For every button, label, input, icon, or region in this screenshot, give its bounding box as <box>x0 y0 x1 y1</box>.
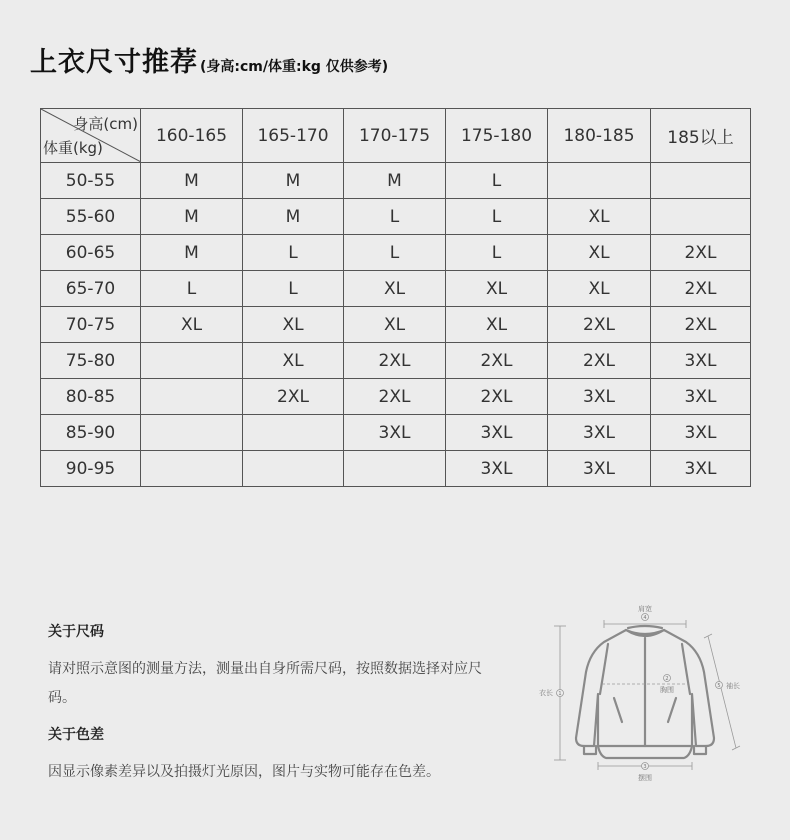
size-cell: XL <box>446 271 548 307</box>
height-header: 175-180 <box>446 109 548 163</box>
jacket-icon <box>576 626 714 758</box>
weight-range-cell: 55-60 <box>41 199 141 235</box>
size-cell: L <box>344 199 446 235</box>
shoulder-label: 肩宽 <box>638 605 652 613</box>
about-color-heading: 关于色差 <box>48 727 104 743</box>
size-cell <box>243 415 344 451</box>
size-cell: 2XL <box>446 343 548 379</box>
height-header: 165-170 <box>243 109 344 163</box>
size-cell: XL <box>548 199 651 235</box>
title-main: 上衣尺寸推荐 <box>30 47 198 78</box>
table-row <box>41 451 751 487</box>
size-cell: 3XL <box>344 415 446 451</box>
size-cell <box>651 199 751 235</box>
about-color-section <box>48 724 488 787</box>
size-cell: 3XL <box>548 451 651 487</box>
weight-range-cell: 90-95 <box>41 451 141 487</box>
corner-weight-label: 体重(kg) <box>43 139 103 157</box>
weight-range-cell: 70-75 <box>41 307 141 343</box>
height-header: 170-175 <box>344 109 446 163</box>
table-row <box>41 199 751 235</box>
size-cell: L <box>141 271 243 307</box>
size-cell: 2XL <box>344 379 446 415</box>
table-header-row <box>41 109 751 163</box>
size-cell: 2XL <box>446 379 548 415</box>
size-cell: XL <box>243 307 344 343</box>
size-cell <box>243 451 344 487</box>
size-cell: 3XL <box>651 451 751 487</box>
about-size-section <box>48 621 488 713</box>
title-subtitle: (身高:cm/体重:kg 仅供参考) <box>200 59 389 75</box>
size-cell: XL <box>548 271 651 307</box>
page-title <box>30 40 388 79</box>
size-cell: 2XL <box>651 235 751 271</box>
length-label: 衣长 <box>539 689 553 697</box>
size-cell: M <box>243 163 344 199</box>
size-cell <box>344 451 446 487</box>
size-cell: L <box>243 271 344 307</box>
size-cell: 3XL <box>548 379 651 415</box>
size-cell <box>548 163 651 199</box>
jacket-measurement-diagram <box>528 598 768 788</box>
corner-height-label: 身高(cm) <box>73 115 138 133</box>
size-cell <box>141 415 243 451</box>
table-row <box>41 271 751 307</box>
size-cell: L <box>446 199 548 235</box>
size-cell: 3XL <box>548 415 651 451</box>
about-size-heading: 关于尺码 <box>48 624 104 640</box>
size-cell: XL <box>344 307 446 343</box>
size-cell <box>141 343 243 379</box>
weight-range-cell: 85-90 <box>41 415 141 451</box>
about-size-text: 请对照示意图的测量方法，测量出自身所需尺码，按照数据选择对应尺码。 <box>48 661 482 706</box>
size-cell: 2XL <box>651 307 751 343</box>
size-cell: 3XL <box>446 451 548 487</box>
size-cell: 2XL <box>548 343 651 379</box>
about-color-text: 因显示像素差异以及拍摄灯光原因，图片与实物可能存在色差。 <box>48 764 440 780</box>
height-header: 180-185 <box>548 109 651 163</box>
height-header: 185以上 <box>651 109 751 163</box>
weight-range-cell: 60-65 <box>41 235 141 271</box>
size-cell: 2XL <box>548 307 651 343</box>
size-chart-table <box>40 108 751 487</box>
marker-1: 1 <box>558 690 562 697</box>
size-cell: M <box>141 163 243 199</box>
size-cell <box>651 163 751 199</box>
sleeve-label: 袖长 <box>726 682 740 690</box>
marker-4: 4 <box>643 614 647 621</box>
height-header: 160-165 <box>141 109 243 163</box>
weight-range-cell: 80-85 <box>41 379 141 415</box>
size-cell <box>141 451 243 487</box>
size-cell: 2XL <box>651 271 751 307</box>
hem-label: 摆围 <box>638 774 652 782</box>
marker-2: 2 <box>665 675 669 682</box>
size-cell: 2XL <box>243 379 344 415</box>
size-cell: 2XL <box>344 343 446 379</box>
weight-range-cell: 65-70 <box>41 271 141 307</box>
marker-5: 5 <box>717 682 721 689</box>
size-cell: 3XL <box>651 379 751 415</box>
size-cell: XL <box>243 343 344 379</box>
table-row <box>41 163 751 199</box>
size-cell: M <box>141 199 243 235</box>
table-row <box>41 379 751 415</box>
size-cell <box>141 379 243 415</box>
size-cell: XL <box>548 235 651 271</box>
weight-range-cell: 75-80 <box>41 343 141 379</box>
size-cell: XL <box>344 271 446 307</box>
size-cell: 3XL <box>651 415 751 451</box>
table-row <box>41 415 751 451</box>
chest-label: 胸围 <box>660 686 674 694</box>
weight-range-cell: 50-55 <box>41 163 141 199</box>
size-cell: 3XL <box>651 343 751 379</box>
marker-3: 3 <box>643 763 647 770</box>
size-cell: XL <box>141 307 243 343</box>
table-row <box>41 307 751 343</box>
size-cell: M <box>243 199 344 235</box>
size-cell: 3XL <box>446 415 548 451</box>
table-row <box>41 235 751 271</box>
size-cell: L <box>344 235 446 271</box>
size-cell: L <box>446 235 548 271</box>
size-cell: L <box>243 235 344 271</box>
size-cell: M <box>344 163 446 199</box>
size-cell: XL <box>446 307 548 343</box>
size-cell: L <box>446 163 548 199</box>
table-row <box>41 343 751 379</box>
table-corner-cell <box>41 109 141 163</box>
size-cell: M <box>141 235 243 271</box>
